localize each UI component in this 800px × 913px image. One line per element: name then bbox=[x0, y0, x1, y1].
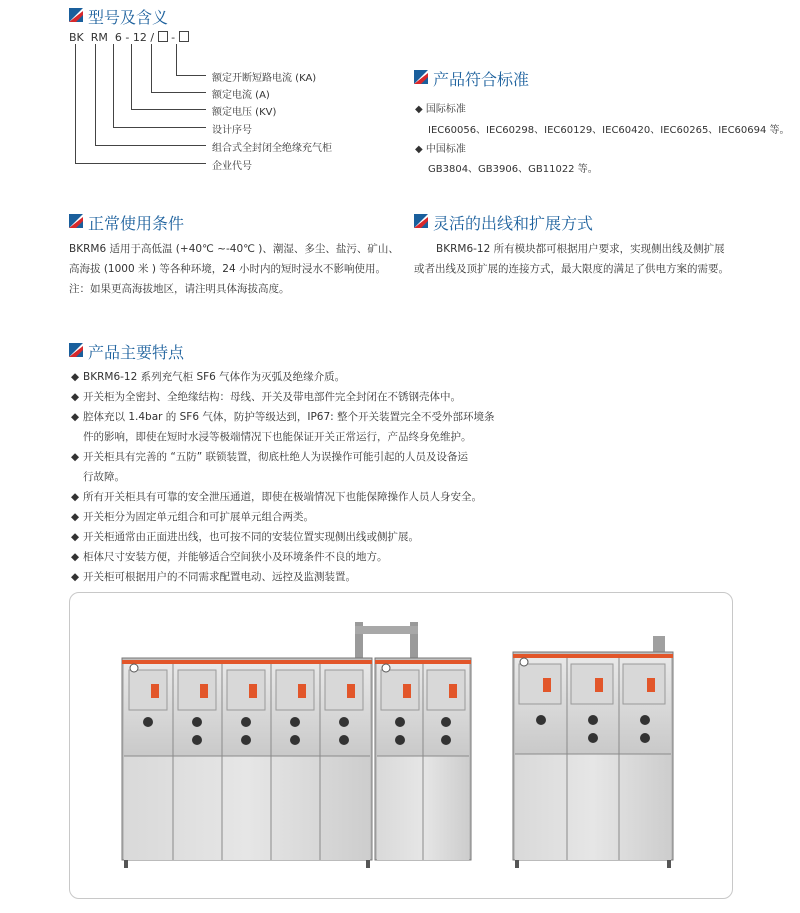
section-title-conditions: 正常使用条件 bbox=[88, 214, 185, 233]
cabinet-group-left bbox=[122, 658, 372, 868]
feature-item: ◆ 开关柜通常由正面进出线，也可按不同的安装位置实现侧出线或侧扩展。 bbox=[71, 531, 419, 543]
feature-item: ◆ 开关柜可根据用户的不同需求配置电动、远控及监测装置。 bbox=[71, 571, 356, 583]
conditions-note: 注：如果更高海拔地区，请注明具体海拔高度。 bbox=[69, 283, 290, 295]
section-title-outlet: 灵活的出线和扩展方式 bbox=[433, 214, 594, 233]
diamond-bullet-icon: ◆ bbox=[71, 491, 80, 503]
feature-item: ◆ 柜体尺寸安装方便，并能够适合空间狭小及环境条件不良的地方。 bbox=[71, 551, 388, 563]
feature-item: ◆ BKRM6-12 系列充气柜 SF6 气体作为灭弧及绝缘介质。 bbox=[71, 371, 346, 383]
model-item-cabinet-type: 组合式全封闭全绝缘充气柜 bbox=[212, 143, 332, 154]
feature-item: ◆ 腔体充以 1.4bar 的 SF6 气体，防护等级达到，IP67: 整个开关装置完全不受外部环境条 bbox=[71, 411, 495, 423]
switchgear-illustration bbox=[69, 592, 731, 897]
cabinet-group-middle bbox=[375, 658, 471, 860]
model-item-breaking-current: 额定开断短路电流 (KA) bbox=[212, 73, 317, 84]
feature-item: ◆ 开关柜为全密封、全绝缘结构：母线、开关及带电部件完全封闭在不锈钢壳体中。 bbox=[71, 391, 461, 403]
model-code: BK RM 6 - 12 / - bbox=[69, 31, 189, 44]
model-item-design-no: 设计序号 bbox=[212, 125, 252, 136]
cabinet-group-right bbox=[513, 652, 673, 868]
section-flag-icon bbox=[69, 343, 83, 357]
feature-item-continued: 件的影响，即使在短时水浸等极端情况下也能保证开关正常运行，产品终身免维护。 bbox=[83, 431, 472, 443]
diamond-bullet-icon: ◆ bbox=[71, 391, 80, 403]
standard-intl-label: ◆ 国际标准 bbox=[415, 104, 466, 115]
feature-item: ◆ 开关柜分为固定单元组合和可扩展单元组合两类。 bbox=[71, 511, 314, 523]
feature-item: ◆ 开关柜具有完善的 “五防” 联锁装置，彻底杜绝人为误操作可能引起的人员及设备运 bbox=[71, 451, 469, 463]
section-flag-icon bbox=[414, 70, 428, 84]
model-item-rated-current: 额定电流 (A) bbox=[212, 90, 270, 101]
diamond-bullet-icon: ◆ bbox=[71, 451, 80, 463]
section-flag-icon bbox=[414, 214, 428, 228]
standard-intl-text: IEC60056、IEC60298、IEC60129、IEC60420、IEC60265、IEC60694 等。 bbox=[428, 125, 790, 136]
model-item-rated-voltage: 额定电压 (KV) bbox=[212, 107, 277, 118]
diamond-bullet-icon: ◆ bbox=[71, 551, 80, 563]
diamond-bullet-icon: ◆ bbox=[415, 144, 423, 155]
standard-cn-text: GB3804、GB3906、GB11022 等。 bbox=[428, 164, 598, 175]
diamond-bullet-icon: ◆ bbox=[71, 511, 80, 523]
section-flag-icon bbox=[69, 8, 83, 22]
outlet-line-1: BKRM6-12 所有模块都可根据用户要求，实现侧出线及侧扩展 bbox=[436, 243, 725, 255]
conditions-line-2: 高海拔 (1000 米 ) 等各种环境，24 小时内的短时浸水不影响使用。 bbox=[69, 263, 386, 275]
section-flag-icon bbox=[69, 214, 83, 228]
model-item-company-code: 企业代号 bbox=[212, 161, 252, 172]
busbar-connector bbox=[355, 622, 418, 660]
section-title-standards: 产品符合标准 bbox=[433, 70, 530, 89]
outlet-line-2: 或者出线及顶扩展的连接方式，最大限度的满足了供电方案的需要。 bbox=[414, 263, 729, 275]
diamond-bullet-icon: ◆ bbox=[415, 104, 423, 115]
diamond-bullet-icon: ◆ bbox=[71, 371, 80, 383]
feature-item: ◆ 所有开关柜具有可靠的安全泄压通道，即使在极端情况下也能保障操作人员人身安全。 bbox=[71, 491, 482, 503]
section-title-model: 型号及含义 bbox=[88, 8, 169, 27]
diamond-bullet-icon: ◆ bbox=[71, 571, 80, 583]
diamond-bullet-icon: ◆ bbox=[71, 411, 80, 423]
standard-cn-label: ◆ 中国标准 bbox=[415, 144, 466, 155]
diamond-bullet-icon: ◆ bbox=[71, 531, 80, 543]
feature-item-continued: 行故障。 bbox=[83, 471, 125, 483]
section-title-features: 产品主要特点 bbox=[88, 343, 185, 362]
conditions-line-1: BKRM6 适用于高低温 (+40℃ ~-40℃ )、潮湿、多尘、盐污、矿山、 bbox=[69, 243, 399, 255]
